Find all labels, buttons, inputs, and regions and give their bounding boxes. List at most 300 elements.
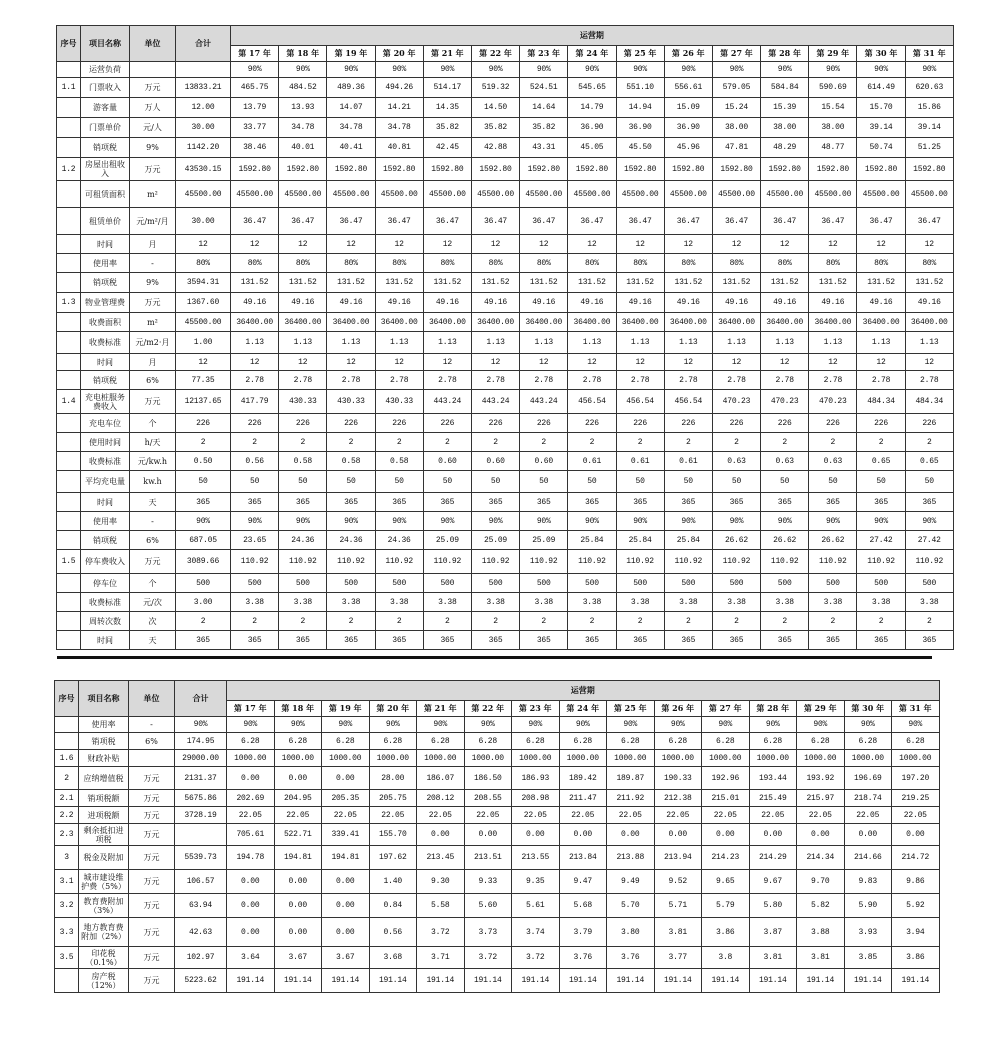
row-value: 80% bbox=[905, 254, 953, 273]
row-value: 186.07 bbox=[417, 767, 465, 790]
row-value: 1.13 bbox=[279, 332, 327, 354]
row-value: 2.78 bbox=[761, 371, 809, 390]
row-value: 2 bbox=[327, 433, 375, 452]
row-value: 0.58 bbox=[279, 452, 327, 471]
row-seq bbox=[57, 138, 81, 158]
row-name: 充电桩服务费收入 bbox=[81, 390, 130, 414]
row-value: 3.38 bbox=[568, 593, 616, 612]
row-value: 50 bbox=[905, 471, 953, 493]
row-value: 45500.00 bbox=[327, 181, 375, 208]
row-value: 2 bbox=[664, 612, 712, 631]
row-seq bbox=[55, 733, 79, 750]
row-value: 365 bbox=[423, 631, 471, 650]
row-value: 49.16 bbox=[375, 293, 423, 313]
row-unit: 万元 bbox=[129, 824, 175, 846]
row-value: 5.80 bbox=[749, 894, 797, 918]
row-value: 12 bbox=[520, 354, 568, 371]
row-value: 1.13 bbox=[616, 332, 664, 354]
row-value: 40.81 bbox=[375, 138, 423, 158]
row-value: 36.47 bbox=[857, 208, 905, 235]
row-value: 2.78 bbox=[423, 371, 471, 390]
row-value: 545.65 bbox=[568, 78, 616, 98]
row-value: 36.90 bbox=[664, 118, 712, 138]
row-value: 202.69 bbox=[227, 790, 275, 807]
row-value: 110.92 bbox=[616, 550, 664, 574]
row-value: 3.86 bbox=[892, 947, 940, 969]
row-value: 9.30 bbox=[417, 870, 465, 894]
row-value: 36.90 bbox=[568, 118, 616, 138]
row-value: 365 bbox=[279, 631, 327, 650]
year-header: 第 28 年 bbox=[749, 701, 797, 717]
row-value: 6.28 bbox=[274, 733, 322, 750]
row-unit: 次 bbox=[130, 612, 176, 631]
row-value: 50 bbox=[520, 471, 568, 493]
row-value: 22.05 bbox=[607, 807, 655, 824]
row-value: 25.09 bbox=[423, 531, 471, 550]
row-seq: 2.3 bbox=[55, 824, 79, 846]
row-value: 49.16 bbox=[423, 293, 471, 313]
row-value: 90% bbox=[664, 512, 712, 531]
row-value: 5.82 bbox=[797, 894, 845, 918]
row-value: 22.05 bbox=[274, 807, 322, 824]
row-value: 90% bbox=[471, 512, 519, 531]
row-value: 186.50 bbox=[464, 767, 512, 790]
row-value: 365 bbox=[905, 493, 953, 512]
row-value: 22.05 bbox=[844, 807, 892, 824]
table-row bbox=[57, 593, 954, 612]
year-header: 第 30 年 bbox=[857, 46, 905, 62]
row-seq bbox=[57, 62, 81, 78]
row-value: 14.94 bbox=[616, 98, 664, 118]
row-value: 90% bbox=[664, 62, 712, 78]
row-name: 教育费附加（3%） bbox=[79, 894, 129, 918]
row-total: 90% bbox=[175, 717, 227, 733]
row-value: 131.52 bbox=[664, 273, 712, 293]
row-value: 12 bbox=[905, 354, 953, 371]
row-value: 36.47 bbox=[616, 208, 664, 235]
row-value: 49.16 bbox=[905, 293, 953, 313]
row-value: 5.58 bbox=[417, 894, 465, 918]
row-value: 45500.00 bbox=[616, 181, 664, 208]
row-total: 43530.15 bbox=[176, 158, 231, 181]
row-value: 0.00 bbox=[274, 767, 322, 790]
row-unit: 元/次 bbox=[130, 593, 176, 612]
row-unit: m² bbox=[130, 181, 176, 208]
row-value: 226 bbox=[423, 414, 471, 433]
row-value: 13.79 bbox=[231, 98, 279, 118]
row-value: 50 bbox=[809, 471, 857, 493]
row-value: 12 bbox=[279, 235, 327, 254]
row-value: 15.39 bbox=[761, 98, 809, 118]
row-value: 35.82 bbox=[471, 118, 519, 138]
row-value: 110.92 bbox=[857, 550, 905, 574]
row-value: 2 bbox=[809, 433, 857, 452]
row-value: 45500.00 bbox=[471, 181, 519, 208]
row-value: 80% bbox=[231, 254, 279, 273]
row-value: 25.09 bbox=[520, 531, 568, 550]
year-header: 第 26 年 bbox=[664, 46, 712, 62]
row-value: 6.28 bbox=[227, 733, 275, 750]
year-header: 第 22 年 bbox=[464, 701, 512, 717]
row-value: 191.14 bbox=[559, 969, 607, 993]
row-seq bbox=[57, 512, 81, 531]
row-value: 36.47 bbox=[905, 208, 953, 235]
row-value: 0.56 bbox=[369, 918, 417, 947]
section-divider bbox=[57, 656, 932, 659]
row-value: 191.14 bbox=[607, 969, 655, 993]
table-row bbox=[57, 371, 954, 390]
row-value: 12 bbox=[857, 354, 905, 371]
row-value: 211.92 bbox=[607, 790, 655, 807]
revenue-table-part-1 bbox=[56, 25, 954, 650]
row-unit: 万元 bbox=[129, 790, 175, 807]
row-value: 131.52 bbox=[279, 273, 327, 293]
row-value: 430.33 bbox=[327, 390, 375, 414]
row-value: 90% bbox=[761, 512, 809, 531]
table-row bbox=[55, 918, 940, 947]
row-unit: h/天 bbox=[130, 433, 176, 452]
row-value: 5.90 bbox=[844, 894, 892, 918]
row-value: 49.16 bbox=[568, 293, 616, 313]
header-unit: 单位 bbox=[129, 681, 175, 717]
table-row bbox=[57, 471, 954, 493]
row-value: 226 bbox=[809, 414, 857, 433]
row-unit: 万元 bbox=[129, 918, 175, 947]
row-total: 5223.62 bbox=[175, 969, 227, 993]
row-value: 50.74 bbox=[857, 138, 905, 158]
table-row bbox=[55, 824, 940, 846]
row-value: 131.52 bbox=[616, 273, 664, 293]
row-value: 500 bbox=[327, 574, 375, 593]
row-value: 45500.00 bbox=[664, 181, 712, 208]
row-seq bbox=[57, 354, 81, 371]
row-value: 131.52 bbox=[231, 273, 279, 293]
row-value: 6.28 bbox=[464, 733, 512, 750]
row-unit bbox=[130, 62, 176, 78]
row-value: 22.05 bbox=[227, 807, 275, 824]
row-total: 29000.00 bbox=[175, 750, 227, 767]
row-value: 90% bbox=[423, 62, 471, 78]
row-value: 5.61 bbox=[512, 894, 560, 918]
row-name: 运营负荷 bbox=[81, 62, 130, 78]
row-value: 45500.00 bbox=[279, 181, 327, 208]
row-value: 1000.00 bbox=[702, 750, 750, 767]
row-value: 226 bbox=[375, 414, 423, 433]
row-unit: 元/人 bbox=[130, 118, 176, 138]
row-name: 房屋出租收入 bbox=[81, 158, 130, 181]
row-value: 1000.00 bbox=[892, 750, 940, 767]
row-value: 2 bbox=[712, 433, 760, 452]
table-row bbox=[55, 750, 940, 767]
row-total: 365 bbox=[176, 493, 231, 512]
table-row bbox=[55, 807, 940, 824]
row-value: 218.74 bbox=[844, 790, 892, 807]
table-row bbox=[57, 512, 954, 531]
row-value: 0.56 bbox=[231, 452, 279, 471]
row-value: 3.72 bbox=[417, 918, 465, 947]
header-unit: 单位 bbox=[130, 26, 176, 62]
row-value: 194.81 bbox=[274, 846, 322, 870]
row-value: 494.26 bbox=[375, 78, 423, 98]
row-value: 15.54 bbox=[809, 98, 857, 118]
row-value: 36.47 bbox=[809, 208, 857, 235]
row-name: 时间 bbox=[81, 354, 130, 371]
row-name: 销项税 bbox=[81, 371, 130, 390]
row-value: 2 bbox=[423, 612, 471, 631]
row-seq: 3.5 bbox=[55, 947, 79, 969]
row-value: 226 bbox=[471, 414, 519, 433]
row-value: 49.16 bbox=[616, 293, 664, 313]
row-value: 3.38 bbox=[712, 593, 760, 612]
row-value: 2 bbox=[231, 612, 279, 631]
row-value: 226 bbox=[664, 414, 712, 433]
row-value: 90% bbox=[520, 512, 568, 531]
row-value: 0.00 bbox=[464, 824, 512, 846]
row-value: 213.88 bbox=[607, 846, 655, 870]
row-name: 税金及附加 bbox=[79, 846, 129, 870]
row-value: 226 bbox=[616, 414, 664, 433]
row-value: 80% bbox=[712, 254, 760, 273]
row-value: 0.65 bbox=[857, 452, 905, 471]
row-value: 0.00 bbox=[512, 824, 560, 846]
header-period: 运营期 bbox=[227, 681, 940, 701]
row-seq bbox=[57, 452, 81, 471]
row-value: 2.78 bbox=[905, 371, 953, 390]
row-value: 22.05 bbox=[559, 807, 607, 824]
row-total: 80% bbox=[176, 254, 231, 273]
row-value: 1000.00 bbox=[749, 750, 797, 767]
row-value: 3.8 bbox=[702, 947, 750, 969]
row-value: 90% bbox=[712, 512, 760, 531]
row-name: 停车位 bbox=[81, 574, 130, 593]
row-unit: 天 bbox=[130, 631, 176, 650]
row-value: 110.92 bbox=[520, 550, 568, 574]
row-value: 484.52 bbox=[279, 78, 327, 98]
row-value: 50 bbox=[375, 471, 423, 493]
row-value: 36400.00 bbox=[375, 313, 423, 332]
row-value: 9.70 bbox=[797, 870, 845, 894]
row-total: 50 bbox=[176, 471, 231, 493]
row-value: 48.29 bbox=[761, 138, 809, 158]
row-value: 47.81 bbox=[712, 138, 760, 158]
row-value: 213.84 bbox=[559, 846, 607, 870]
row-unit: 万元 bbox=[130, 390, 176, 414]
row-seq bbox=[57, 254, 81, 273]
row-value: 465.75 bbox=[231, 78, 279, 98]
row-total: 45500.00 bbox=[176, 181, 231, 208]
row-value: 1592.80 bbox=[279, 158, 327, 181]
row-value: 212.38 bbox=[654, 790, 702, 807]
row-value: 3.88 bbox=[797, 918, 845, 947]
row-value: 14.07 bbox=[327, 98, 375, 118]
row-name: 门票收入 bbox=[81, 78, 130, 98]
row-value: 6.28 bbox=[512, 733, 560, 750]
row-name: 财政补贴 bbox=[79, 750, 129, 767]
row-value: 14.35 bbox=[423, 98, 471, 118]
table-row bbox=[57, 332, 954, 354]
row-value: 211.47 bbox=[559, 790, 607, 807]
row-value: 614.49 bbox=[857, 78, 905, 98]
year-header: 第 31 年 bbox=[892, 701, 940, 717]
row-value: 214.66 bbox=[844, 846, 892, 870]
row-value: 365 bbox=[568, 493, 616, 512]
row-value: 155.70 bbox=[369, 824, 417, 846]
row-value: 14.64 bbox=[520, 98, 568, 118]
row-value: 193.92 bbox=[797, 767, 845, 790]
row-value: 48.77 bbox=[809, 138, 857, 158]
row-value: 3.81 bbox=[797, 947, 845, 969]
row-value: 131.52 bbox=[712, 273, 760, 293]
row-value: 456.54 bbox=[568, 390, 616, 414]
row-value: 49.16 bbox=[231, 293, 279, 313]
row-value: 5.71 bbox=[654, 894, 702, 918]
row-value: 1000.00 bbox=[512, 750, 560, 767]
year-header: 第 18 年 bbox=[274, 701, 322, 717]
row-value: 365 bbox=[761, 631, 809, 650]
row-seq bbox=[57, 235, 81, 254]
row-value: 365 bbox=[616, 493, 664, 512]
row-value: 2 bbox=[279, 433, 327, 452]
row-value: 1.13 bbox=[327, 332, 375, 354]
row-value: 3.74 bbox=[512, 918, 560, 947]
row-seq: 2 bbox=[55, 767, 79, 790]
row-value: 213.55 bbox=[512, 846, 560, 870]
row-name: 销项税 bbox=[79, 733, 129, 750]
row-value: 3.76 bbox=[559, 947, 607, 969]
row-seq bbox=[57, 612, 81, 631]
row-total: 365 bbox=[176, 631, 231, 650]
row-value: 215.49 bbox=[749, 790, 797, 807]
row-value: 90% bbox=[322, 717, 370, 733]
row-value: 456.54 bbox=[616, 390, 664, 414]
row-value: 3.38 bbox=[520, 593, 568, 612]
row-seq: 1.6 bbox=[55, 750, 79, 767]
row-name: 使用率 bbox=[81, 512, 130, 531]
row-name: 门票单价 bbox=[81, 118, 130, 138]
row-value: 365 bbox=[905, 631, 953, 650]
row-value: 204.95 bbox=[274, 790, 322, 807]
row-value: 90% bbox=[464, 717, 512, 733]
row-total: 12 bbox=[176, 354, 231, 371]
row-value: 90% bbox=[231, 512, 279, 531]
row-value: 80% bbox=[520, 254, 568, 273]
row-value: 3.38 bbox=[423, 593, 471, 612]
row-value: 110.92 bbox=[231, 550, 279, 574]
row-value: 3.38 bbox=[327, 593, 375, 612]
row-value: 1.13 bbox=[423, 332, 471, 354]
row-value: 1.13 bbox=[761, 332, 809, 354]
row-value: 50 bbox=[423, 471, 471, 493]
row-value: 9.65 bbox=[702, 870, 750, 894]
row-value: 3.38 bbox=[664, 593, 712, 612]
row-value: 49.16 bbox=[664, 293, 712, 313]
row-unit: 万元 bbox=[129, 947, 175, 969]
row-value: 90% bbox=[375, 512, 423, 531]
row-value: 0.00 bbox=[227, 767, 275, 790]
row-value: 1.13 bbox=[712, 332, 760, 354]
table-row bbox=[55, 717, 940, 733]
row-value: 90% bbox=[607, 717, 655, 733]
row-seq bbox=[55, 717, 79, 733]
row-value: 190.33 bbox=[654, 767, 702, 790]
row-name: 剩余抵扣进项税 bbox=[79, 824, 129, 846]
header-total: 合计 bbox=[175, 681, 227, 717]
row-value: 24.36 bbox=[279, 531, 327, 550]
row-value: 38.00 bbox=[809, 118, 857, 138]
row-value: 0.61 bbox=[568, 452, 616, 471]
row-value: 1592.80 bbox=[375, 158, 423, 181]
row-value: 80% bbox=[375, 254, 423, 273]
row-value: 36.47 bbox=[471, 208, 519, 235]
row-value: 191.14 bbox=[464, 969, 512, 993]
row-value: 3.38 bbox=[761, 593, 809, 612]
year-header: 第 17 年 bbox=[227, 701, 275, 717]
row-value: 205.75 bbox=[369, 790, 417, 807]
row-name: 收费面积 bbox=[81, 313, 130, 332]
row-seq bbox=[57, 574, 81, 593]
row-value: 500 bbox=[568, 574, 616, 593]
row-value: 2 bbox=[857, 612, 905, 631]
row-value: 0.00 bbox=[702, 824, 750, 846]
row-value: 500 bbox=[423, 574, 471, 593]
row-seq bbox=[57, 433, 81, 452]
table-row bbox=[57, 254, 954, 273]
row-value: 36400.00 bbox=[616, 313, 664, 332]
row-value: 6.28 bbox=[607, 733, 655, 750]
row-seq bbox=[57, 414, 81, 433]
row-value: 1.13 bbox=[375, 332, 423, 354]
row-value: 90% bbox=[761, 62, 809, 78]
row-value: 2 bbox=[857, 433, 905, 452]
row-value: 15.24 bbox=[712, 98, 760, 118]
row-value: 430.33 bbox=[375, 390, 423, 414]
row-value: 365 bbox=[809, 493, 857, 512]
row-value: 191.14 bbox=[654, 969, 702, 993]
row-name: 平均充电量 bbox=[81, 471, 130, 493]
row-seq: 1.5 bbox=[57, 550, 81, 574]
row-value: 36.47 bbox=[712, 208, 760, 235]
row-value: 1592.80 bbox=[712, 158, 760, 181]
row-unit: 万元 bbox=[129, 807, 175, 824]
row-value: 522.71 bbox=[274, 824, 322, 846]
row-value: 12 bbox=[231, 235, 279, 254]
row-value: 12 bbox=[375, 354, 423, 371]
row-value: 50 bbox=[568, 471, 616, 493]
row-value: 22.05 bbox=[464, 807, 512, 824]
row-value: 1.13 bbox=[664, 332, 712, 354]
row-value: 0.00 bbox=[274, 918, 322, 947]
row-name: 租赁单价 bbox=[81, 208, 130, 235]
row-total: 12.00 bbox=[176, 98, 231, 118]
row-value: 80% bbox=[664, 254, 712, 273]
row-value: 590.69 bbox=[809, 78, 857, 98]
header-total: 合计 bbox=[176, 26, 231, 62]
table-row bbox=[55, 947, 940, 969]
row-total: 12 bbox=[176, 235, 231, 254]
row-seq: 3 bbox=[55, 846, 79, 870]
row-unit: 元/m²/月 bbox=[130, 208, 176, 235]
row-value: 191.14 bbox=[797, 969, 845, 993]
table-row bbox=[57, 62, 954, 78]
row-name: 应纳增值税 bbox=[79, 767, 129, 790]
year-header: 第 19 年 bbox=[327, 46, 375, 62]
header-seq: 序号 bbox=[57, 26, 81, 62]
row-value: 1000.00 bbox=[417, 750, 465, 767]
row-value: 38.00 bbox=[761, 118, 809, 138]
row-value: 3.67 bbox=[274, 947, 322, 969]
row-value: 3.38 bbox=[616, 593, 664, 612]
row-value: 36.47 bbox=[423, 208, 471, 235]
